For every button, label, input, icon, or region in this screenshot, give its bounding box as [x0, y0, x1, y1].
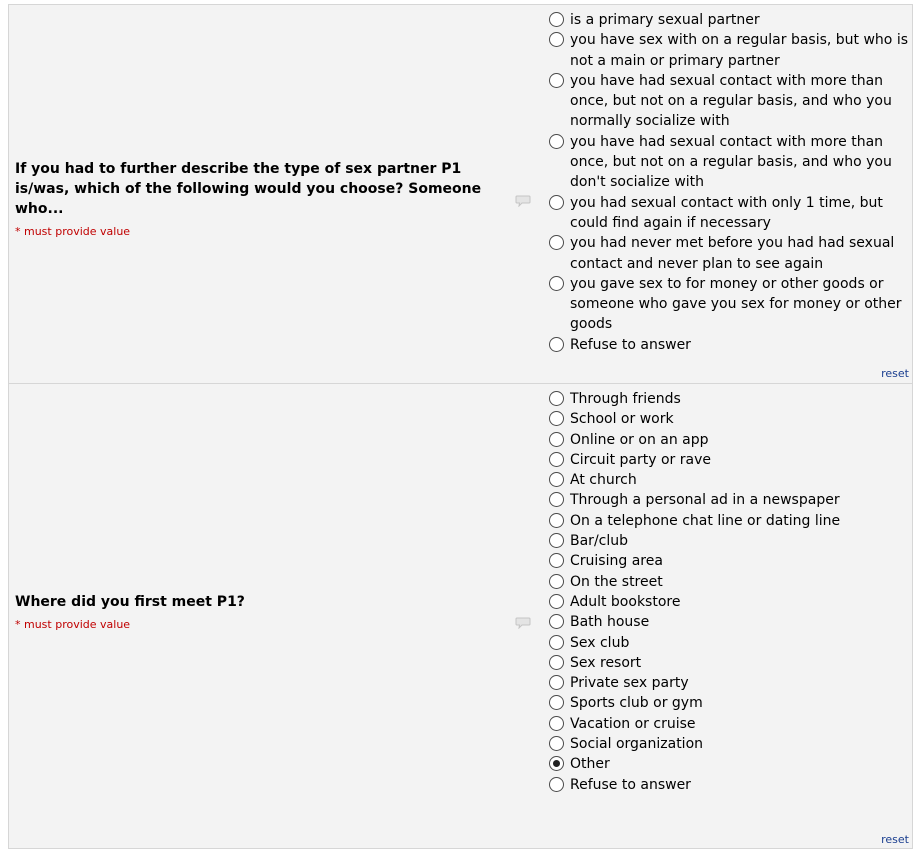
- radio-button[interactable]: [549, 472, 564, 487]
- radio-option[interactable]: [548, 30, 908, 71]
- radio-button[interactable]: [549, 777, 564, 792]
- question-row-first-meet: [8, 383, 913, 849]
- radio-option[interactable]: [548, 754, 908, 774]
- radio-option-label[interactable]: Through friends: [570, 391, 681, 407]
- radio-option[interactable]: [548, 71, 908, 132]
- radio-option-label[interactable]: Cruising area: [570, 553, 663, 570]
- radio-option[interactable]: [548, 389, 908, 409]
- radio-option[interactable]: [548, 490, 908, 510]
- radio-option-label[interactable]: Adult bookstore: [570, 593, 681, 610]
- radio-option[interactable]: [548, 612, 908, 632]
- radio-button[interactable]: [549, 695, 564, 710]
- radio-option[interactable]: [548, 653, 908, 673]
- comment-bubble-icon[interactable]: [515, 195, 531, 207]
- options-first-meet: [548, 389, 908, 795]
- radio-option-label[interactable]: On the street: [570, 573, 663, 590]
- radio-option[interactable]: [548, 572, 908, 592]
- radio-button[interactable]: [549, 533, 564, 548]
- radio-button[interactable]: [549, 337, 564, 352]
- radio-option[interactable]: [548, 633, 908, 653]
- radio-option-label[interactable]: you had never met before you had had sexual contact and never plan to see again: [570, 235, 895, 272]
- options-partner-type: [548, 10, 908, 355]
- radio-button[interactable]: [549, 12, 564, 27]
- radio-button[interactable]: [549, 134, 564, 149]
- radio-option[interactable]: [548, 531, 908, 551]
- radio-option[interactable]: [548, 693, 908, 713]
- radio-option[interactable]: [548, 409, 908, 429]
- radio-button[interactable]: [549, 655, 564, 670]
- radio-option[interactable]: [548, 450, 908, 470]
- radio-option[interactable]: [548, 132, 908, 193]
- reset-link[interactable]: reset: [881, 367, 909, 380]
- radio-option-label[interactable]: Private sex party: [570, 675, 689, 692]
- radio-button[interactable]: [549, 32, 564, 47]
- radio-button[interactable]: [549, 513, 564, 528]
- question-partner-type: [15, 159, 505, 239]
- radio-button[interactable]: [549, 432, 564, 447]
- radio-button[interactable]: [549, 452, 564, 467]
- radio-button[interactable]: [549, 574, 564, 589]
- radio-button[interactable]: [549, 391, 564, 406]
- radio-button[interactable]: [549, 492, 564, 507]
- radio-option-label[interactable]: you have had sexual contact with more than once, but not on a regular basis, and who you normally socialize with: [570, 72, 892, 130]
- radio-option-label[interactable]: you have had sexual contact with more than once, but not on a regular basis, and who you don't socialize with: [570, 133, 892, 191]
- radio-button[interactable]: [549, 716, 564, 731]
- radio-button[interactable]: [549, 553, 564, 568]
- radio-option[interactable]: [548, 511, 908, 531]
- radio-option-label[interactable]: Bath house: [570, 614, 650, 631]
- radio-option[interactable]: [548, 430, 908, 450]
- radio-option-label[interactable]: Other: [570, 756, 610, 773]
- radio-option-label[interactable]: Through a personal ad in a newspaper: [570, 492, 840, 509]
- radio-option-label[interactable]: Refuse to answer: [570, 336, 691, 353]
- survey-form: [8, 4, 913, 849]
- reset-link[interactable]: reset: [881, 833, 909, 846]
- radio-option-label[interactable]: On a telephone chat line or dating line: [570, 512, 841, 529]
- radio-option[interactable]: [548, 233, 908, 274]
- radio-option[interactable]: [548, 193, 908, 234]
- required-note: * must provide value: [15, 618, 131, 631]
- radio-button[interactable]: [549, 411, 564, 426]
- radio-button[interactable]: [549, 635, 564, 650]
- radio-option-label[interactable]: Online or on an app: [570, 431, 709, 448]
- radio-option[interactable]: [548, 10, 908, 30]
- radio-option[interactable]: [548, 274, 908, 335]
- radio-button[interactable]: [549, 195, 564, 210]
- radio-option[interactable]: [548, 335, 908, 355]
- radio-option[interactable]: [548, 775, 908, 795]
- radio-option-label[interactable]: Circuit party or rave: [570, 451, 711, 468]
- radio-option-label[interactable]: you gave sex to for money or other goods or someone who gave you sex for money or other goods: [570, 275, 902, 333]
- radio-option-label[interactable]: At church: [570, 472, 637, 489]
- radio-button-checked[interactable]: [549, 756, 564, 771]
- radio-button[interactable]: [549, 73, 564, 88]
- question-row-partner-type: [8, 4, 913, 383]
- question-first-meet: [15, 592, 505, 632]
- radio-button[interactable]: [549, 614, 564, 629]
- radio-option-label[interactable]: Sex club: [570, 634, 630, 651]
- radio-button[interactable]: [549, 736, 564, 751]
- radio-button[interactable]: [549, 675, 564, 690]
- radio-option-label[interactable]: Sex resort: [570, 654, 642, 671]
- radio-option[interactable]: [548, 714, 908, 734]
- radio-button[interactable]: [549, 235, 564, 250]
- question-label: Where did you first meet P1?: [15, 594, 245, 610]
- radio-button[interactable]: [549, 594, 564, 609]
- radio-option-label[interactable]: Bar/club: [570, 533, 629, 550]
- question-label: If you had to further describe the type of sex partner P1 is/was, which of the following would you choose? Someone who...: [15, 161, 482, 217]
- radio-option[interactable]: [548, 470, 908, 490]
- radio-option-label[interactable]: Sports club or gym: [570, 695, 703, 712]
- radio-button[interactable]: [549, 276, 564, 291]
- radio-option-label[interactable]: is a primary sexual partner: [570, 12, 760, 28]
- radio-option[interactable]: [548, 551, 908, 571]
- radio-option[interactable]: [548, 592, 908, 612]
- radio-option-label[interactable]: School or work: [570, 411, 674, 428]
- radio-option[interactable]: [548, 734, 908, 754]
- radio-option-label[interactable]: Vacation or cruise: [570, 715, 696, 732]
- radio-option-label[interactable]: you had sexual contact with only 1 time, but could find again if necessary: [570, 194, 883, 231]
- radio-option-label[interactable]: Social organization: [570, 736, 704, 753]
- radio-option[interactable]: [548, 673, 908, 693]
- required-note: * must provide value: [15, 225, 131, 238]
- radio-option-label[interactable]: Refuse to answer: [570, 776, 691, 793]
- comment-bubble-icon[interactable]: [515, 617, 531, 629]
- radio-option-label[interactable]: you have sex with on a regular basis, but who is not a main or primary partner: [570, 32, 909, 69]
